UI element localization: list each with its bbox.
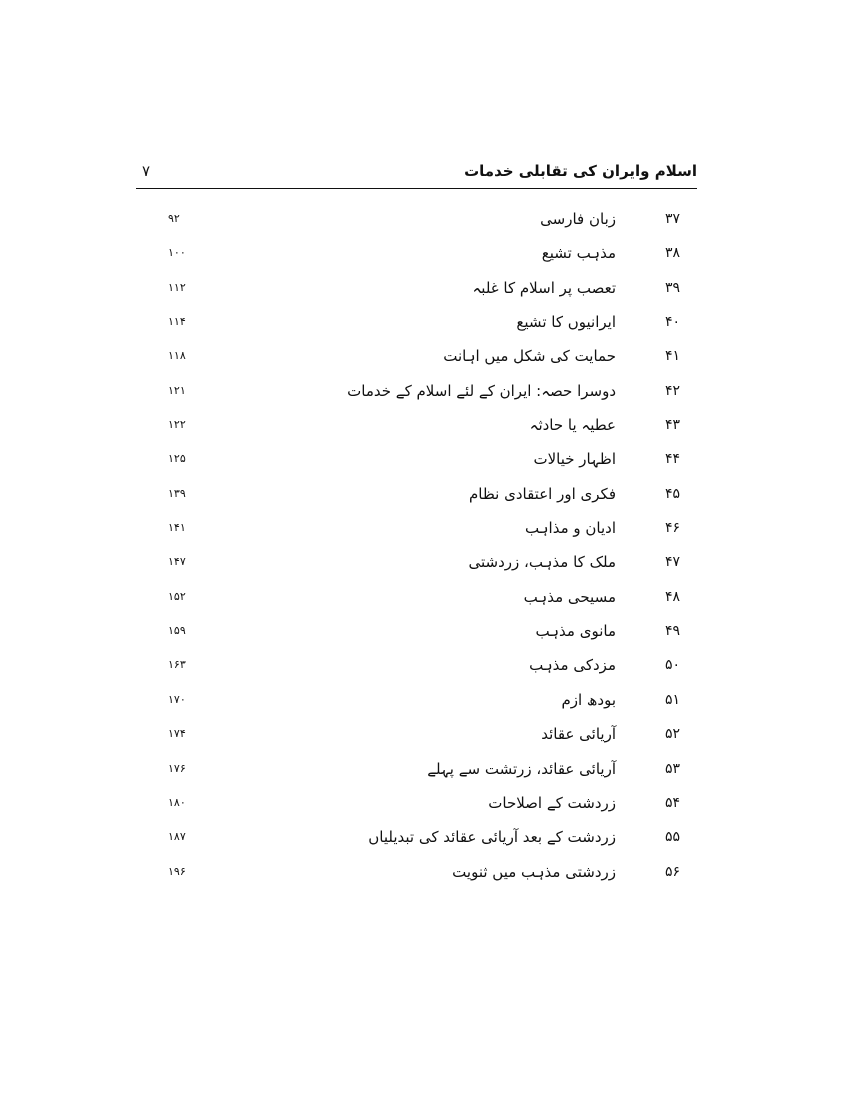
- toc-entry-title: آریائی عقائد، زرتشت سے پہلے: [427, 759, 616, 778]
- toc-entry-title: زبان فارسی: [540, 210, 616, 228]
- toc-entry-number: ۳۷: [664, 211, 680, 227]
- toc-entry-number: ۴۹: [664, 623, 680, 640]
- toc-entry-page: ۱۰۰: [168, 246, 186, 260]
- toc-entry-title: فکری اور اعتقادی نظام: [469, 484, 616, 503]
- toc-entry-page: ۱۷۴: [168, 727, 186, 741]
- running-title: اسلام وایران کی تقابلی خدمات: [464, 162, 697, 180]
- toc-entry-title: بودھ ازم: [561, 690, 616, 709]
- toc-entry-page: ۱۱۲: [168, 280, 186, 294]
- toc-entry: [140, 239, 680, 273]
- toc-entry-page: ۱۴۷: [168, 555, 186, 569]
- toc-entry-title: ملک کا مذہب، زردشتی: [468, 553, 616, 572]
- toc-entry-number: ۴۳: [664, 417, 680, 434]
- running-header: [136, 160, 697, 188]
- toc-entry-title: مانوی مذہب: [535, 622, 616, 641]
- toc-entry-title: ادیان و مذاہب: [525, 519, 616, 538]
- toc-entry-page: ۱۵۹: [168, 624, 186, 638]
- toc-entry: [140, 205, 680, 239]
- toc-entry-number: ۳۹: [664, 279, 680, 296]
- header-rule: [136, 188, 697, 189]
- toc-entry-title: دوسرا حصہ: ایران کے لئے اسلام کے خدمات: [347, 381, 616, 400]
- toc-entry-number: ۵۶: [664, 863, 680, 880]
- toc-entry-number: ۴۲: [664, 382, 680, 399]
- toc-entry-number: ۳۸: [664, 245, 680, 262]
- toc-entry-title: زردشتی مذہب میں ثنویت: [452, 862, 616, 881]
- toc-entry-title: آریائی عقائد: [541, 725, 616, 744]
- toc-entry: [140, 548, 680, 582]
- toc-entry-title: مسیحی مذہب: [523, 587, 616, 606]
- toc-entry-page: ۱۹۶: [168, 864, 186, 878]
- toc-entry: [140, 411, 680, 445]
- toc-entry-page: ۱۲۲: [168, 418, 186, 432]
- toc-entry-title: اظہار خیالات: [533, 450, 616, 469]
- toc-entry-page: ۱۱۸: [168, 349, 186, 363]
- toc-entry-number: ۴۷: [664, 554, 680, 571]
- toc-entry-title: تعصب پر اسلام کا غلبہ: [472, 278, 616, 297]
- toc-entry: [140, 720, 680, 754]
- toc-entry: [140, 308, 680, 342]
- toc-entry-number: ۵۲: [664, 726, 680, 743]
- toc-entry-page: ۹۲: [168, 212, 180, 225]
- toc-entry-title: زردشت کے اصلاحات: [488, 793, 616, 812]
- toc-entry-title: حمایت کی شکل میں اہانت: [443, 347, 616, 366]
- toc-entry: [140, 377, 680, 411]
- toc-entry: [140, 823, 680, 857]
- toc-entry-number: ۵۵: [664, 829, 680, 846]
- folio-page-number: ۷: [142, 162, 151, 180]
- toc-entry-number: ۴۶: [664, 520, 680, 537]
- toc-entry: [140, 858, 680, 892]
- toc-entry-page: ۱۵۲: [168, 589, 186, 603]
- toc-entry-page: ۱۱۴: [168, 315, 186, 329]
- toc-entry: [140, 651, 680, 685]
- toc-entry-title: مذہب تشیع: [541, 244, 616, 263]
- toc-entry-title: زردشت کے بعد آریائی عقائد کی تبدیلیاں: [368, 828, 616, 847]
- toc-entry: [140, 686, 680, 720]
- toc-entry-number: ۵۴: [664, 794, 680, 811]
- toc-entry-page: ۱۴۱: [168, 521, 186, 535]
- toc-entry: [140, 617, 680, 651]
- toc-entry-page: ۱۶۳: [168, 658, 186, 672]
- toc-entry: [140, 583, 680, 617]
- toc-entry: [140, 480, 680, 514]
- table-of-contents: [140, 205, 680, 892]
- toc-entry-number: ۴۱: [664, 348, 680, 365]
- toc-entry-page: ۱۸۰: [168, 795, 186, 809]
- toc-entry: [140, 445, 680, 479]
- toc-entry: [140, 342, 680, 376]
- toc-entry-page: ۱۷۶: [168, 761, 186, 775]
- toc-entry-title: مزدکی مذہب: [529, 656, 616, 675]
- toc-entry-page: ۱۲۱: [168, 383, 186, 397]
- toc-entry-title: عطیہ یا حادثہ: [529, 416, 616, 435]
- toc-entry-number: ۴۰: [664, 314, 680, 331]
- toc-entry-title: ایرانیوں کا تشیع: [516, 313, 616, 332]
- toc-entry: [140, 789, 680, 823]
- toc-entry: [140, 755, 680, 789]
- toc-entry-page: ۱۳۹: [168, 486, 186, 500]
- toc-entry-number: ۴۸: [664, 588, 680, 605]
- toc-entry-page: ۱۸۷: [168, 830, 186, 844]
- toc-entry-number: ۴۵: [664, 485, 680, 502]
- toc-entry-page: ۱۲۵: [168, 452, 186, 466]
- toc-entry-number: ۴۴: [664, 451, 680, 468]
- toc-entry-number: ۵۳: [664, 760, 680, 777]
- toc-entry-page: ۱۷۰: [168, 692, 186, 706]
- toc-entry-number: ۵۰: [664, 657, 680, 674]
- toc-entry: [140, 274, 680, 308]
- toc-entry: [140, 514, 680, 548]
- toc-entry-number: ۵۱: [664, 691, 680, 708]
